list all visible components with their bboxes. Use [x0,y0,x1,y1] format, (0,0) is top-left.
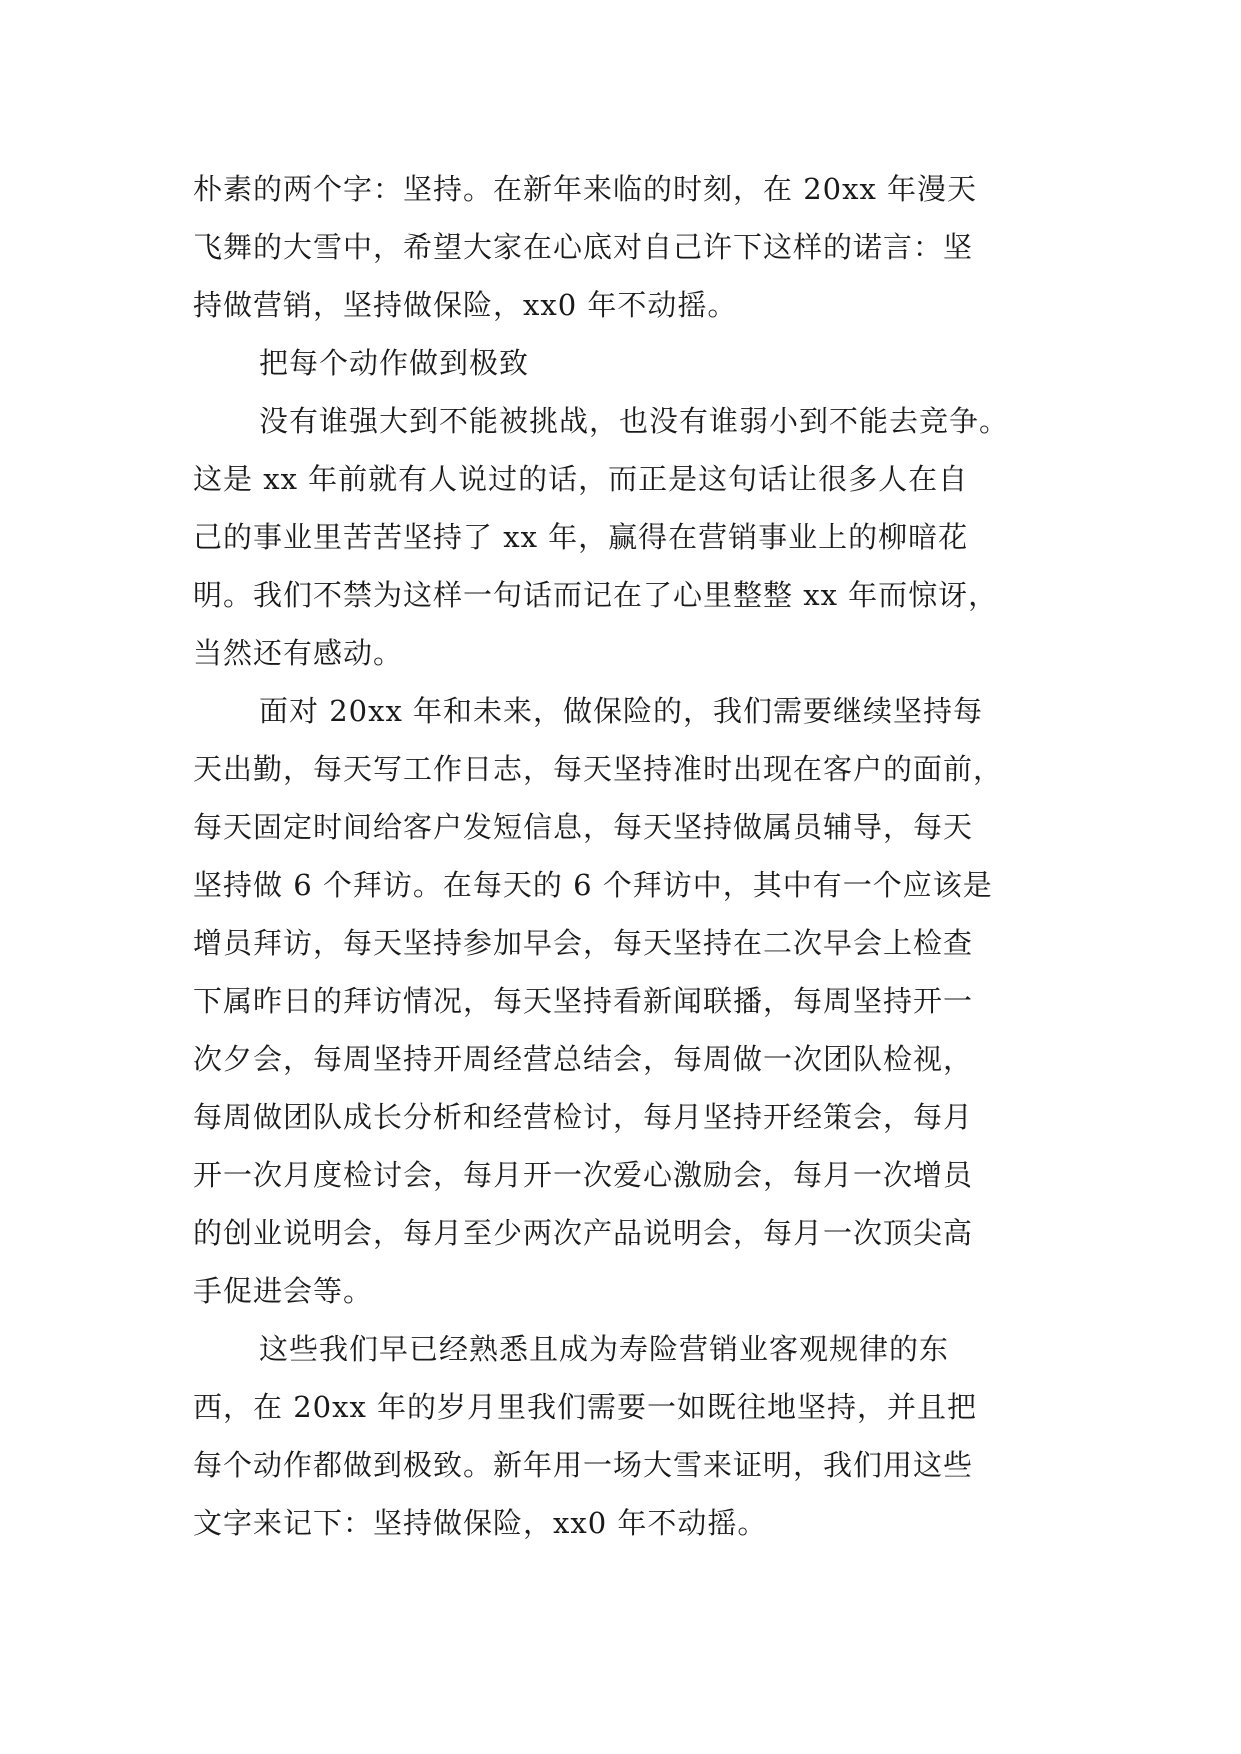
text-line: 每个动作都做到极致。新年用一场大雪来证明，我们用这些 [193,1448,974,1482]
text-line: 每天固定时间给客户发短信息，每天坚持做属员辅导，每天 [193,810,974,844]
text-line: 次夕会，每周坚持开周经营总结会，每周做一次团队检视， [193,1042,974,1076]
section-heading: 把每个动作做到极致 [259,346,530,380]
text-line: 这是 xx 年前就有人说过的话，而正是这句话让很多人在自 [193,462,969,496]
text-line: 面对 20xx 年和未来，做保险的，我们需要继续坚持每 [259,694,984,728]
text-line: 手促进会等。 [193,1274,374,1308]
text-line: 没有谁强大到不能被挑战，也没有谁弱小到不能去竞争。 [259,404,1010,438]
text-line: 的创业说明会，每月至少两次产品说明会，每月一次顶尖高 [193,1216,974,1250]
text-line: 这些我们早已经熟悉且成为寿险营销业客观规律的东 [259,1332,950,1366]
text-line: 开一次月度检讨会，每月开一次爱心激励会，每月一次增员 [193,1158,974,1192]
text-line: 明。我们不禁为这样一句话而记在了心里整整 xx 年而惊讶， [193,578,999,612]
text-line: 西，在 20xx 年的岁月里我们需要一如既往地坚持，并且把 [193,1390,978,1424]
text-line: 增员拜访，每天坚持参加早会，每天坚持在二次早会上检查 [193,926,974,960]
text-line: 文字来记下：坚持做保险，xx0 年不动摇。 [193,1506,768,1540]
text-line: 朴素的两个字：坚持。在新年来临的时刻，在 20xx 年漫天 [193,172,978,206]
document-body [193,160,1053,1552]
text-line: 己的事业里苦苦坚持了 xx 年，赢得在营销事业上的柳暗花 [193,520,969,554]
text-line: 坚持做 6 个拜访。在每天的 6 个拜访中，其中有一个应该是 [193,868,993,902]
text-line: 飞舞的大雪中，希望大家在心底对自己许下这样的诺言：坚 [193,230,974,264]
text-line: 天出勤，每天写工作日志，每天坚持准时出现在客户的面前， [193,752,1004,786]
text-line: 持做营销，坚持做保险，xx0 年不动摇。 [193,288,738,322]
text-line: 当然还有感动。 [193,636,404,670]
text-line: 下属昨日的拜访情况，每天坚持看新闻联播，每周坚持开一 [193,984,974,1018]
text-line: 每周做团队成长分析和经营检讨，每月坚持开经策会，每月 [193,1100,974,1134]
